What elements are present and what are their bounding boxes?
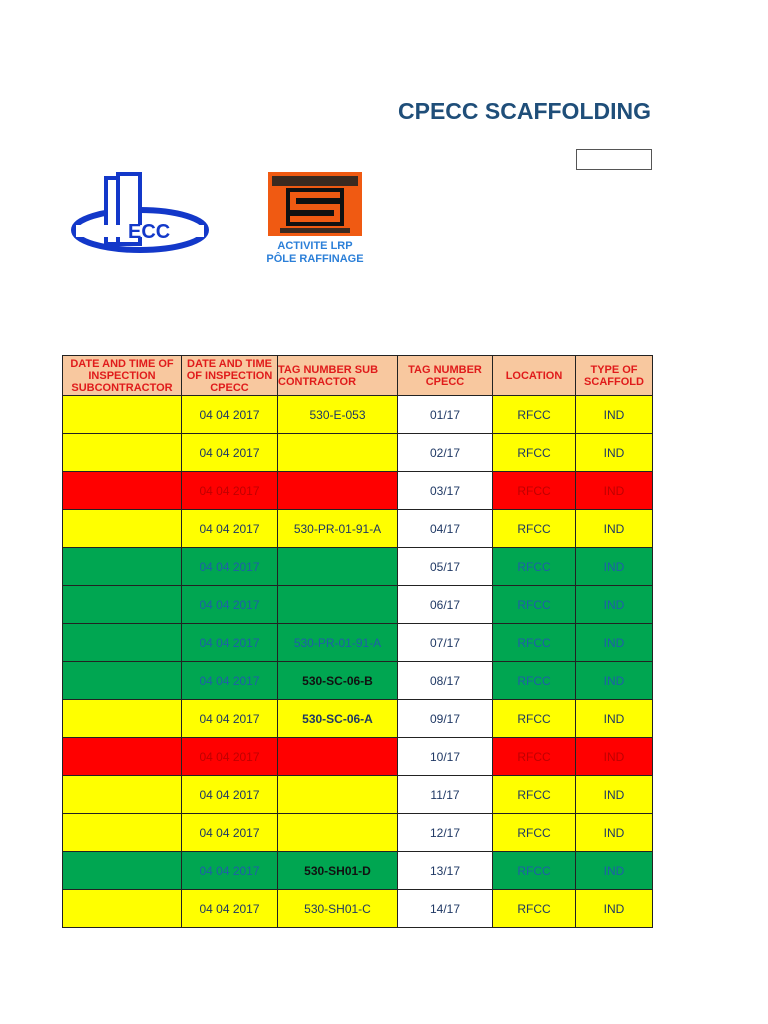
cell-sub-date xyxy=(63,548,182,586)
cell-sub-tag: 530-SC-06-A xyxy=(278,700,398,738)
cell-sub-date xyxy=(63,890,182,928)
header-type: TYPE OF SCAFFOLD xyxy=(576,356,653,396)
cell-type: IND xyxy=(576,852,653,890)
table-row xyxy=(63,434,653,472)
cell-cpecc-date: 04 04 2017 xyxy=(182,624,278,662)
cell-sub-date xyxy=(63,852,182,890)
table-row xyxy=(63,738,653,776)
cell-cpecc-tag: 12/17 xyxy=(398,814,493,852)
cell-location: RFCC xyxy=(493,890,576,928)
cell-cpecc-date: 04 04 2017 xyxy=(182,852,278,890)
cell-type: IND xyxy=(576,776,653,814)
cell-location: RFCC xyxy=(493,814,576,852)
cell-sub-date xyxy=(63,738,182,776)
table-row xyxy=(63,776,653,814)
cell-sub-tag xyxy=(278,472,398,510)
table-row xyxy=(63,396,653,434)
cell-cpecc-date: 04 04 2017 xyxy=(182,472,278,510)
cell-location: RFCC xyxy=(493,700,576,738)
table-row xyxy=(63,510,653,548)
table-row xyxy=(63,472,653,510)
cecc-logo xyxy=(70,170,210,256)
cell-location: RFCC xyxy=(493,662,576,700)
cell-sub-tag xyxy=(278,814,398,852)
cell-type: IND xyxy=(576,472,653,510)
cell-sub-date xyxy=(63,396,182,434)
cell-type: IND xyxy=(576,624,653,662)
cell-cpecc-tag: 05/17 xyxy=(398,548,493,586)
cell-location: RFCC xyxy=(493,548,576,586)
cell-type: IND xyxy=(576,586,653,624)
cell-cpecc-tag: 13/17 xyxy=(398,852,493,890)
cell-location: RFCC xyxy=(493,434,576,472)
table-row xyxy=(63,586,653,624)
cell-cpecc-date: 04 04 2017 xyxy=(182,700,278,738)
cell-type: IND xyxy=(576,890,653,928)
cell-cpecc-date: 04 04 2017 xyxy=(182,890,278,928)
table-row xyxy=(63,624,653,662)
cell-cpecc-tag: 01/17 xyxy=(398,396,493,434)
scaffolding-table xyxy=(62,355,653,928)
lrp-caption-line2: PÔLE RAFFINAGE xyxy=(266,253,364,265)
cell-cpecc-date: 04 04 2017 xyxy=(182,814,278,852)
cell-location: RFCC xyxy=(493,776,576,814)
cell-cpecc-tag: 09/17 xyxy=(398,700,493,738)
cell-cpecc-date: 04 04 2017 xyxy=(182,434,278,472)
cell-sub-tag xyxy=(278,776,398,814)
cell-sub-date xyxy=(63,434,182,472)
table-row xyxy=(63,890,653,928)
cell-cpecc-date: 04 04 2017 xyxy=(182,510,278,548)
cell-sub-date xyxy=(63,814,182,852)
cell-cpecc-date: 04 04 2017 xyxy=(182,396,278,434)
cell-sub-tag xyxy=(278,548,398,586)
cell-sub-tag xyxy=(278,586,398,624)
cell-sub-tag xyxy=(278,434,398,472)
cell-sub-date xyxy=(63,700,182,738)
lrp-logo xyxy=(250,170,380,270)
cell-sub-tag: 530-PR-01-91-A xyxy=(278,510,398,548)
cell-location: RFCC xyxy=(493,396,576,434)
cell-type: IND xyxy=(576,700,653,738)
table-row xyxy=(63,852,653,890)
cell-cpecc-tag: 10/17 xyxy=(398,738,493,776)
cell-cpecc-tag: 08/17 xyxy=(398,662,493,700)
table-row xyxy=(63,662,653,700)
cell-sub-tag: 530-E-053 xyxy=(278,396,398,434)
cell-sub-date xyxy=(63,662,182,700)
cell-sub-date xyxy=(63,586,182,624)
cell-sub-tag: 530-SH01-D xyxy=(278,852,398,890)
cell-cpecc-tag: 07/17 xyxy=(398,624,493,662)
cell-sub-tag xyxy=(278,738,398,776)
cell-location: RFCC xyxy=(493,738,576,776)
header-cpecc-date: DATE AND TIME OF INSPECTION CPECC xyxy=(182,356,278,396)
cell-cpecc-tag: 06/17 xyxy=(398,586,493,624)
cell-type: IND xyxy=(576,510,653,548)
cell-type: IND xyxy=(576,814,653,852)
cell-cpecc-date: 04 04 2017 xyxy=(182,586,278,624)
header-sub-tag: TAG NUMBER SUB CONTRACTOR xyxy=(278,356,398,396)
cell-cpecc-tag: 03/17 xyxy=(398,472,493,510)
cell-location: RFCC xyxy=(493,852,576,890)
table-row xyxy=(63,700,653,738)
cell-cpecc-date: 04 04 2017 xyxy=(182,776,278,814)
cell-cpecc-date: 04 04 2017 xyxy=(182,662,278,700)
cell-location: RFCC xyxy=(493,510,576,548)
cell-location: RFCC xyxy=(493,586,576,624)
reference-input-box[interactable] xyxy=(576,149,652,170)
header-sub-date: DATE AND TIME OF INSPECTION SUBCONTRACTOR xyxy=(63,356,182,396)
cell-location: RFCC xyxy=(493,472,576,510)
header-location: LOCATION xyxy=(493,356,576,396)
table-header-row xyxy=(63,356,653,396)
cell-sub-date xyxy=(63,624,182,662)
table-row xyxy=(63,548,653,586)
table-body xyxy=(63,396,653,928)
cell-cpecc-tag: 11/17 xyxy=(398,776,493,814)
table-row xyxy=(63,814,653,852)
cecc-logo-text: ECC xyxy=(128,221,171,243)
cell-cpecc-date: 04 04 2017 xyxy=(182,738,278,776)
cell-sub-tag: 530-SC-06-B xyxy=(278,662,398,700)
cell-sub-date xyxy=(63,776,182,814)
cell-location: RFCC xyxy=(493,624,576,662)
cell-sub-tag: 530-PR-01-91-A xyxy=(278,624,398,662)
page-title: CPECC SCAFFOLDING xyxy=(398,98,651,124)
cell-cpecc-tag: 04/17 xyxy=(398,510,493,548)
cell-cpecc-tag: 02/17 xyxy=(398,434,493,472)
cell-type: IND xyxy=(576,662,653,700)
cell-sub-date xyxy=(63,472,182,510)
cell-cpecc-tag: 14/17 xyxy=(398,890,493,928)
cell-sub-date xyxy=(63,510,182,548)
lrp-caption-line1: ACTIVITE LRP xyxy=(277,240,353,252)
cell-type: IND xyxy=(576,548,653,586)
cell-sub-tag: 530-SH01-C xyxy=(278,890,398,928)
cell-cpecc-date: 04 04 2017 xyxy=(182,548,278,586)
cell-type: IND xyxy=(576,434,653,472)
header-cpecc-tag: TAG NUMBER CPECC xyxy=(398,356,493,396)
cell-type: IND xyxy=(576,396,653,434)
cell-type: IND xyxy=(576,738,653,776)
